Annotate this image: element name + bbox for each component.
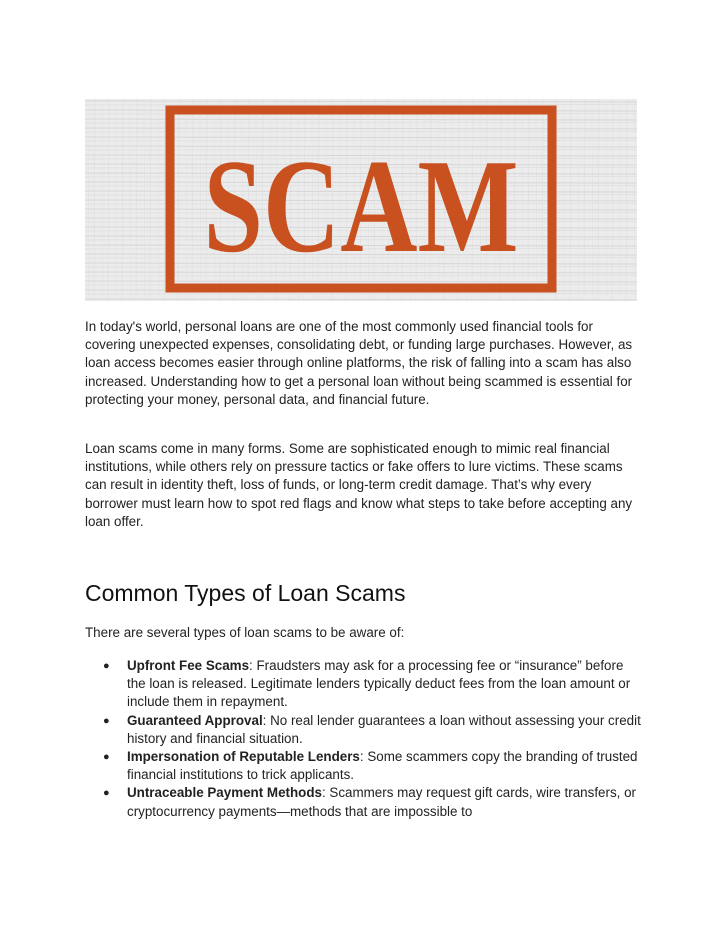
item-title: Impersonation of Reputable Lenders	[127, 749, 360, 765]
bullet-icon: ●	[103, 660, 110, 672]
bullet-icon: ●	[103, 751, 110, 764]
list-item	[85, 784, 645, 820]
list-item	[85, 712, 645, 748]
list-item	[85, 657, 645, 712]
bullet-icon: ●	[103, 714, 110, 727]
item-text: : Fraudsters may ask for a processing fee or “insurance” before the loan is released. Legitimate lenders typically deduct fees from the loan amount or include them in repayment.	[127, 658, 631, 710]
item-title: Guaranteed Approval	[127, 712, 263, 728]
bullet-icon: ●	[103, 787, 110, 800]
scam-stamp-graphic	[85, 99, 637, 301]
scam-types-list	[85, 657, 645, 821]
item-title: Untraceable Payment Methods	[127, 785, 322, 801]
scam-word: SCAM	[203, 132, 519, 280]
scam-hero-image	[85, 99, 637, 301]
list-item	[85, 748, 645, 784]
scam-forms-paragraph: Loan scams come in many forms. Some are sophisticated enough to mimic real financial institutions, while others rely on pressure tactics or fake offers to lure victims. These scams can result in identity theft, loss of funds, or long-term credit damage. That’s why every borrower must learn how to spot red flags and know what steps to take before accepting any loan offer.	[85, 441, 633, 529]
section-heading: Common Types of Loan Scams	[85, 580, 406, 606]
item-text: : Some scammers copy the branding of trusted financial institutions to trick applicants.	[127, 749, 638, 783]
intro-paragraph: In today's world, personal loans are one of the most commonly used financial tools for covering unexpected expenses, consolidating debt, or funding large purchases. However, as loan access becomes easier through online platforms, the risk of falling into a scam has also increased. Understanding how to get a personal loan without being scammed is essential for protecting your money, personal data, and financial future.	[85, 319, 633, 407]
item-text: : Scammers may request gift cards, wire transfers, or cryptocurrency payments—methods that are impossible to	[127, 785, 636, 819]
section-intro: There are several types of loan scams to be aware of:	[85, 625, 405, 640]
item-title: Upfront Fee Scams	[127, 658, 250, 673]
item-text: : No real lender guarantees a loan without assessing your credit history and financial situation.	[127, 712, 641, 746]
